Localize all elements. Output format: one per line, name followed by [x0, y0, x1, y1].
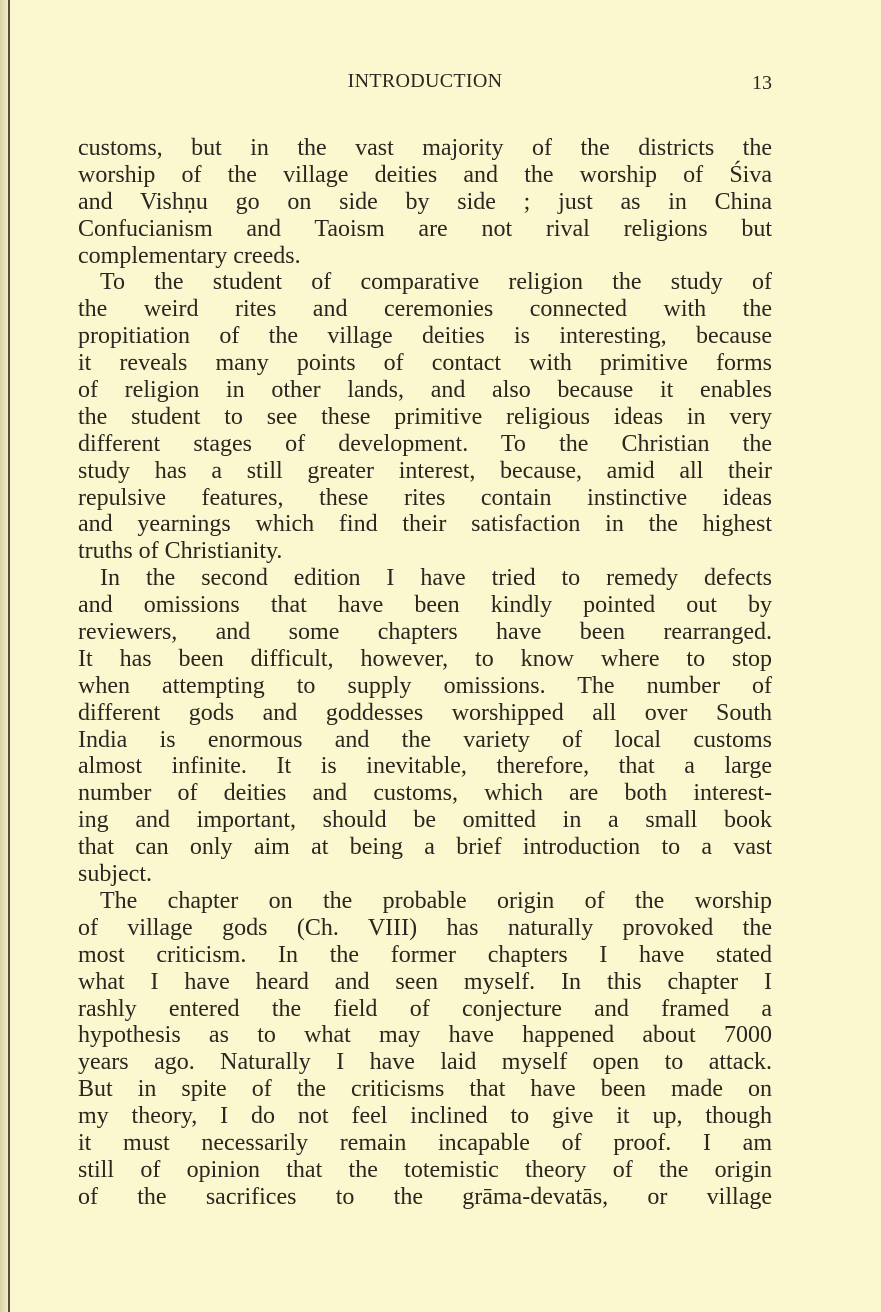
text-line: it must necessarily remain incapable of proof. I am	[78, 1129, 772, 1156]
text-line: almost infinite. It is inevitable, therefore, that a large	[78, 753, 772, 780]
text-line: my theory, I do not feel inclined to give it up, though	[78, 1103, 772, 1130]
page-header	[78, 70, 772, 98]
text-line: hypothesis as to what may have happened about 7000	[78, 1022, 772, 1049]
text-line: of the sacrifices to the grāma-devatās, or village	[78, 1183, 772, 1210]
text-line: ing and important, should be omitted in a small book	[78, 807, 772, 834]
text-line: Confucianism and Taoism are not rival religions but	[78, 215, 772, 242]
text-line: repulsive features, these rites contain instinctive ideas	[78, 484, 772, 511]
page-body	[78, 135, 772, 1211]
running-title: INTRODUCTION	[347, 70, 503, 92]
text-line: propitiation of the village deities is interesting, because	[78, 323, 772, 350]
text-line: the student to see these primitive religious ideas in very	[78, 403, 772, 430]
text-line: years ago. Naturally I have laid myself open to attack.	[78, 1049, 772, 1076]
text-line: worship of the village deities and the worship of Śiva	[78, 161, 772, 188]
page-edge-line	[8, 0, 10, 1312]
text-line: customs, but in the vast majority of the districts the	[78, 135, 772, 161]
text-line: subject.	[78, 861, 152, 888]
text-line: the weird rites and ceremonies connected with the	[78, 296, 772, 323]
text-line: different gods and goddesses worshipped all over South	[78, 699, 772, 726]
text-line: of religion in other lands, and also because it enables	[78, 377, 772, 404]
text-line: and omissions that have been kindly pointed out by	[78, 592, 772, 619]
text-line: To the student of comparative religion the study of	[100, 269, 772, 296]
paragraph	[78, 888, 772, 1211]
text-line: study has a still greater interest, because, amid all their	[78, 457, 772, 484]
text-line: The chapter on the probable origin of the worship	[100, 887, 772, 914]
text-line: rashly entered the field of conjecture and framed a	[78, 995, 772, 1022]
text-line: But in spite of the criticisms that have been made on	[78, 1076, 772, 1103]
text-line: most criticism. In the former chapters I have stated	[78, 941, 772, 968]
paragraph	[78, 269, 772, 565]
paragraph	[78, 565, 772, 888]
page-binding-edge	[0, 0, 8, 1312]
text-line: that can only aim at being a brief introduction to a vast	[78, 834, 772, 861]
text-line: of village gods (Ch. VIII) has naturally provoked the	[78, 914, 772, 941]
text-line: when attempting to supply omissions. The number of	[78, 672, 772, 699]
text-line: it reveals many points of contact with primitive forms	[78, 350, 772, 377]
text-line: complementary creeds.	[78, 242, 301, 269]
text-line: what I have heard and seen myself. In this chapter I	[78, 968, 772, 995]
text-line: It has been difficult, however, to know where to stop	[78, 645, 772, 672]
text-line: different stages of development. To the Christian the	[78, 430, 772, 457]
text-line: and Vishṇu go on side by side ; just as in China	[78, 188, 772, 215]
text-line: still of opinion that the totemistic theory of the origin	[78, 1156, 772, 1183]
text-line: number of deities and customs, which are both interest-	[78, 780, 772, 807]
text-line: and yearnings which find their satisfaction in the highest	[78, 511, 772, 538]
text-line: reviewers, and some chapters have been rearranged.	[78, 619, 772, 646]
paragraph	[78, 135, 772, 269]
text-line: In the second edition I have tried to remedy defects	[100, 565, 772, 592]
text-line: India is enormous and the variety of local customs	[78, 726, 772, 753]
text-line: truths of Christianity.	[78, 538, 283, 565]
page-number: 13	[752, 72, 772, 94]
